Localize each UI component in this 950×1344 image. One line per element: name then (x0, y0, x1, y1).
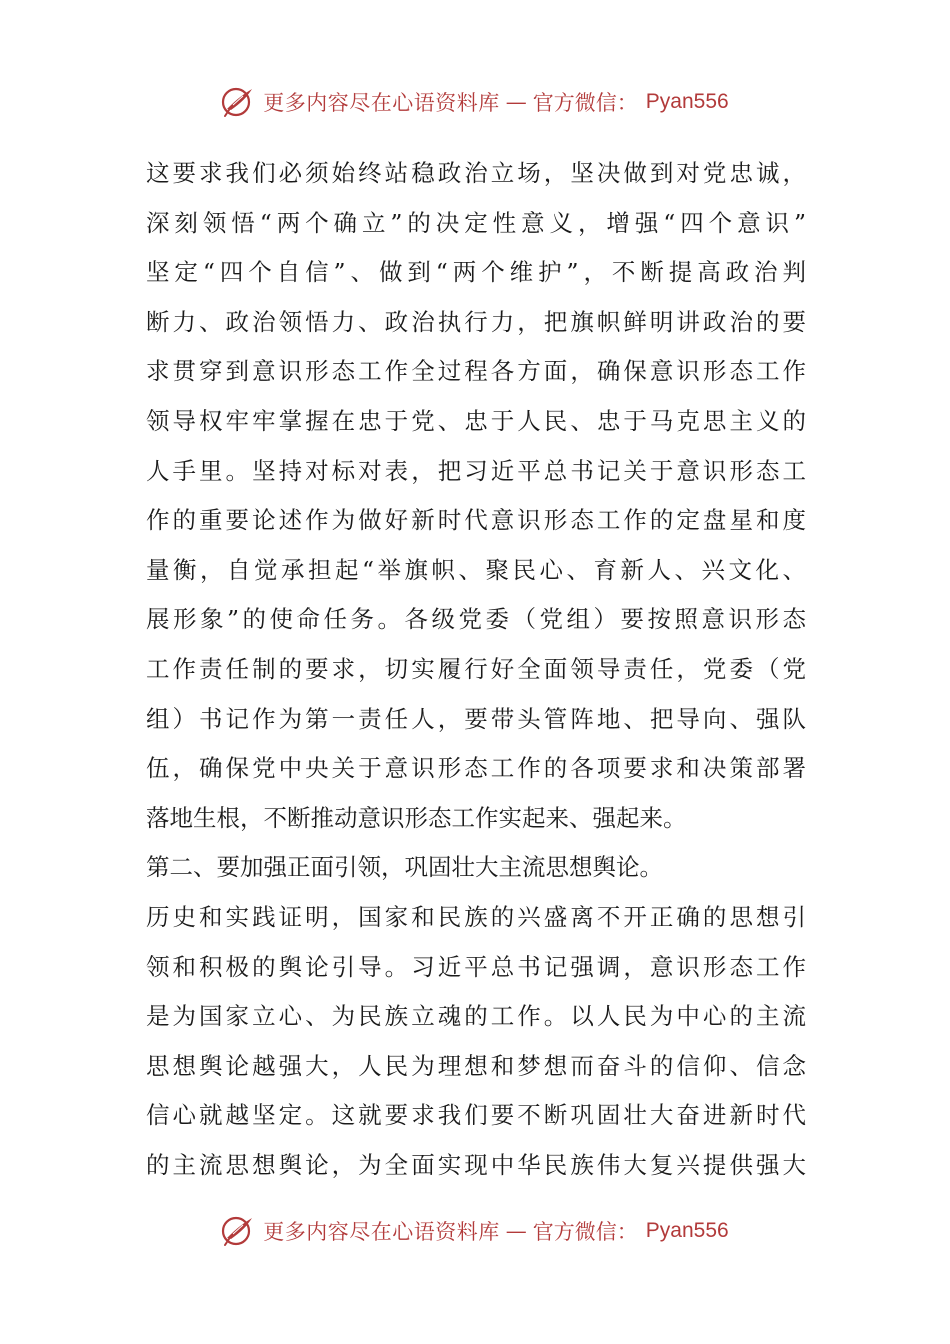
body-line: 作的重要论述作为做好新时代意识形态工作的定盘星和度 (146, 506, 806, 535)
body-line: 坚定“四个自信”、做到“两个维护”，不断提高政治判 (146, 258, 806, 287)
body-line: 深刻领悟“两个确立”的决定性意义，增强“四个意识” (146, 208, 806, 237)
body-line: 领和积极的舆论引导。习近平总书记强调，意识形态工作 (146, 952, 806, 981)
quill-logo-icon (221, 1214, 255, 1248)
body-line: 组）书记作为第一责任人，要带头管阵地、把导向、强队 (146, 704, 806, 733)
body-line: 是为国家立心、为民族立魂的工作。以人民为中心的主流 (146, 1002, 806, 1031)
body-line: 落地生根，不断推动意识形态工作实起来、强起来。 (146, 803, 687, 832)
header-separator: — (505, 90, 527, 114)
footer-wechat-id: Pyan556 (645, 1219, 729, 1242)
body-line: 思想舆论越强大，人民为理想和梦想而奋斗的信仰、信念 (146, 1051, 806, 1080)
body-line: 这要求我们必须始终站稳政治立场，坚决做到对党忠诚， (146, 159, 806, 187)
body-line: 的主流思想舆论，为全面实现中华民族伟大复兴提供强大 (146, 1150, 806, 1179)
footer-brand-text: 更多内容尽在心语资料库 (263, 1220, 500, 1244)
quill-logo-icon (221, 85, 255, 119)
body-line: 量衡，自觉承担起“举旗帜、聚民心、育新人、兴文化、 (146, 555, 806, 584)
body-line: 求贯穿到意识形态工作全过程各方面，确保意识形态工作 (146, 357, 806, 386)
body-line: 展形象”的使命任务。各级党委（党组）要按照意识形态 (146, 605, 806, 634)
section-heading: 第二、要加强正面引领，巩固壮大主流思想舆论。 (146, 853, 663, 882)
body-line: 人手里。坚持对标对表，把习近平总书记关于意识形态工 (146, 456, 806, 485)
body-text (146, 149, 806, 1190)
footer-banner (0, 1211, 950, 1251)
header-wechat-label: 官方微信： (532, 91, 638, 115)
footer-separator: — (505, 1219, 527, 1243)
body-line: 历史和实践证明，国家和民族的兴盛离不开正确的思想引 (146, 902, 806, 931)
header-brand-text: 更多内容尽在心语资料库 (263, 91, 500, 115)
header-banner (0, 82, 950, 122)
footer-wechat-label: 官方微信： (532, 1220, 638, 1244)
body-line: 工作责任制的要求，切实履行好全面领导责任，党委（党 (146, 654, 806, 683)
body-line: 伍，确保党中央关于意识形态工作的各项要求和决策部署 (146, 754, 806, 783)
body-line: 信心就越坚定。这就要求我们要不断巩固壮大奋进新时代 (146, 1101, 806, 1130)
header-wechat-id: Pyan556 (645, 90, 729, 113)
body-line: 断力、政治领悟力、政治执行力，把旗帜鲜明讲政治的要 (146, 307, 806, 336)
body-line: 领导权牢牢掌握在忠于党、忠于人民、忠于马克思主义的 (146, 406, 806, 435)
